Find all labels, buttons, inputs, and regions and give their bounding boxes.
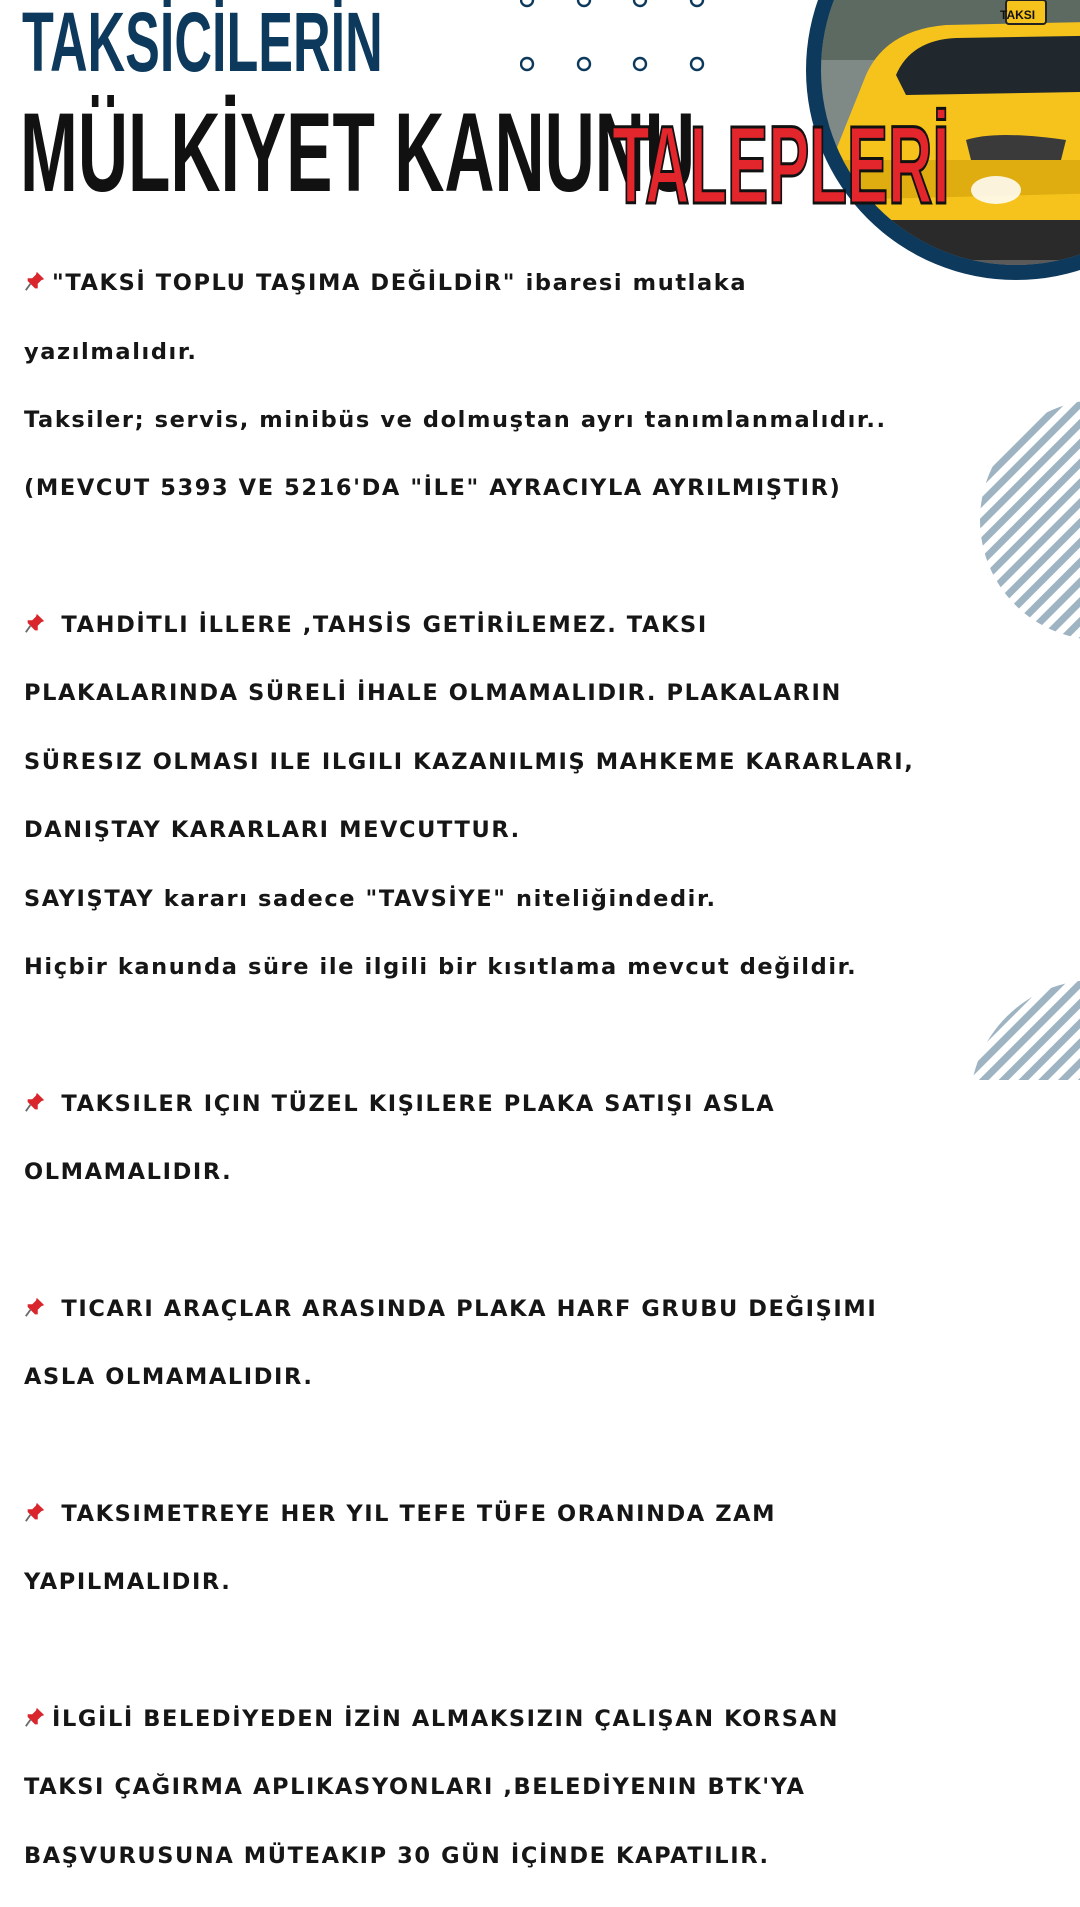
demand-text-line: ASLA OLMAMALIDIR.	[24, 1364, 314, 1391]
pushpin-icon	[24, 612, 46, 634]
demand-text-line: TAHDİTLI İLLERE ,TAHSİS GETİRİLEMEZ. TAKSI	[52, 612, 708, 639]
demand-text-line: TICARI ARAÇLAR ARASINDA PLAKA HARF GRUBU DEĞIŞIMI	[52, 1295, 878, 1322]
demand-text-line: DANIŞTAY KARARLARI MEVCUTTUR.	[24, 817, 521, 844]
demand-text-line: İLGİLİ BELEDİYEDEN İZİN ALMAKSIZIN ÇALIŞAN KORSAN	[52, 1705, 840, 1732]
demand-text-line: Hiçbir kanunda süre ile ilgili bir kısıtlama mevcut değildir.	[24, 954, 858, 981]
demands-list	[24, 232, 1064, 1907]
pushpin-icon	[24, 270, 46, 292]
title-line-2: MÜLKİYET KANUNU	[20, 90, 696, 215]
demand-item	[24, 1463, 1064, 1634]
demand-text-line: TAKSIMETREYE HER YIL TEFE TÜFE ORANINDA ZAM	[52, 1500, 777, 1527]
demand-text-line: TAKSILER IÇIN TÜZEL KIŞILERE PLAKA SATIŞI ASLA	[52, 1090, 776, 1117]
pushpin-icon	[24, 1501, 46, 1523]
demand-text-line: "TAKSİ TOPLU TAŞIMA DEĞİLDİR" ibaresi mutlaka	[52, 270, 748, 297]
demand-text-line: OLMAMALIDIR.	[24, 1159, 233, 1186]
demand-text-line: Taksiler; servis, minibüs ve dolmuştan ayrı tanımlanmalıdır..	[24, 407, 887, 434]
demand-text-line: yazılmalıdır.	[24, 338, 198, 365]
decorative-dot-grid	[520, 0, 710, 80]
demand-text-line: SÜRESIZ OLMASI ILE ILGILI KAZANILMIŞ MAHKEME KARARLARI,	[24, 748, 915, 775]
demand-text-line: BAŞVURUSUNA MÜTEAKIP 30 GÜN İÇİNDE KAPATILIR.	[24, 1842, 770, 1869]
demand-text-line: PLAKALARINDA SÜRELİ İHALE OLMAMALIDIR. PLAKALARIN	[24, 680, 842, 707]
demand-text-line: SAYIŞTAY kararı sadece "TAVSİYE" niteliğindedir.	[24, 885, 717, 912]
demand-item	[24, 1668, 1064, 1907]
pushpin-icon	[24, 1296, 46, 1318]
demand-item	[24, 574, 1064, 1019]
demand-text-line: TAKSI ÇAĞIRMA APLIKASYONLARI ,BELEDİYENIN BTK'YA	[24, 1774, 806, 1801]
demand-item	[24, 1257, 1064, 1428]
title-line-3: TALEPLERİ	[612, 104, 950, 227]
pushpin-icon	[24, 1091, 46, 1113]
demand-item	[24, 1052, 1064, 1223]
pushpin-icon	[24, 1706, 46, 1728]
demand-text-line: YAPILMALIDIR.	[24, 1569, 232, 1596]
taxi-sign-text: TAKSI	[1000, 8, 1036, 22]
demand-item	[24, 232, 1064, 540]
demand-text-line: (MEVCUT 5393 VE 5216'DA "İLE" AYRACIYLA AYRILMIŞTIR)	[24, 475, 842, 502]
title-line-1: TAKSİCİLERİN	[22, 0, 383, 89]
